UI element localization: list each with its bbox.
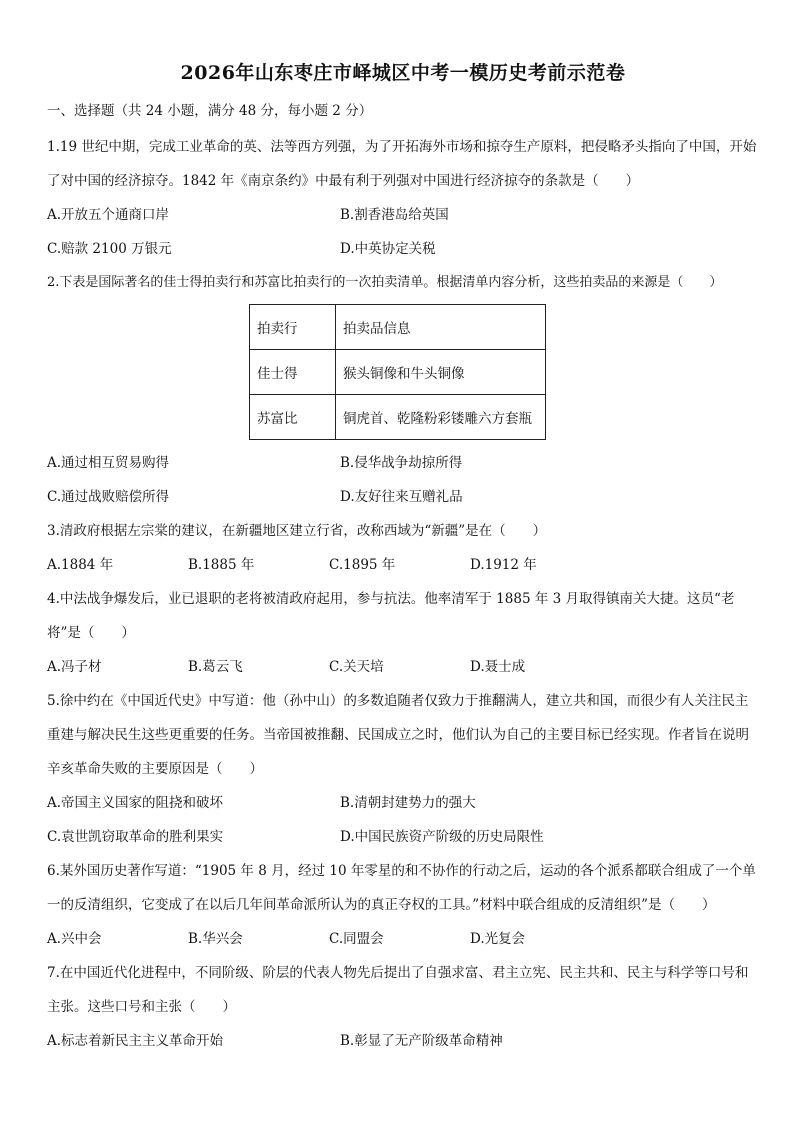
option-d: D.友好往来互赠礼品 xyxy=(340,489,463,505)
option-d: D.中国民族资产阶级的历史局限性 xyxy=(340,829,544,845)
option-a: A.开放五个通商口岸 xyxy=(47,207,170,223)
options xyxy=(47,1024,759,1058)
options xyxy=(47,650,759,684)
option-c: C.关天培 xyxy=(329,659,384,675)
table-cell: 佳士得 xyxy=(250,350,336,395)
exam-title: 2026年山东枣庄市峄城区中考一模历史考前示范卷 xyxy=(180,62,626,84)
table-header-cell: 拍卖品信息 xyxy=(336,305,546,350)
question-stem: 4.中法战争爆发后，业已退职的老将被清政府起用，参与抗法。他率清军于 1885 年 3 月取得镇南关大捷。这员“老将”是（ ） xyxy=(47,591,735,641)
table-cell: 苏富比 xyxy=(250,395,336,440)
option-d: D.中英协定关税 xyxy=(340,241,436,257)
option-b: B.清朝封建势力的强大 xyxy=(340,795,476,811)
question-1 xyxy=(47,130,759,266)
option-c: C.赔款 2100 万银元 xyxy=(47,241,172,257)
option-b: B.葛云飞 xyxy=(188,659,243,675)
question-3 xyxy=(47,514,759,582)
question-stem: 6.某外国历史著作写道：“1905 年 8 月，经过 10 年零星的和不协作的行动之后，运动的各个派系都联合组成了一个单一的反清组织，它变成了在以后几年间革命派所认为的真正夺权的工具。”材料中联合组成的反清组织”是（ ） xyxy=(47,863,756,913)
question-stem: 3.清政府根据左宗棠的建议，在新疆地区建立行省，改称西域为“新疆”是在（ ） xyxy=(47,523,547,539)
option-a: A.标志着新民主主义革命开始 xyxy=(47,1033,224,1049)
option-c: C.1895 年 xyxy=(329,557,396,573)
table-row xyxy=(250,395,546,440)
option-c: C.同盟会 xyxy=(329,931,384,947)
option-c: C.袁世凯窃取革命的胜利果实 xyxy=(47,829,224,845)
option-b: B.彰显了无产阶级革命精神 xyxy=(340,1033,503,1049)
option-b: B.割香港岛给英国 xyxy=(340,207,449,223)
option-b: B.1885 年 xyxy=(188,557,255,573)
table-cell: 铜虎首、乾隆粉彩镂雕六方套瓶 xyxy=(336,395,546,440)
option-a: A.兴中会 xyxy=(47,931,102,947)
section-heading: 一、选择题（共 24 小题，满分 48 分，每小题 2 分） xyxy=(47,103,373,119)
option-b: B.华兴会 xyxy=(188,931,243,947)
auction-table xyxy=(249,304,546,440)
option-a: A.1884 年 xyxy=(47,557,114,573)
question-2 xyxy=(47,266,759,514)
table-row xyxy=(250,350,546,395)
option-a: A.冯子材 xyxy=(47,659,102,675)
options xyxy=(47,446,759,514)
table-header-cell: 拍卖行 xyxy=(250,305,336,350)
option-d: D.聂士成 xyxy=(470,659,526,675)
question-stem: 1.19 世纪中期，完成工业革命的英、法等西方列强，为了开拓海外市场和掠夺生产原料，把侵略矛头指向了中国，开始了对中国的经济掠夺。1842 年《南京条约》中最有利于列强对中国进行经济掠夺的条款是（ ） xyxy=(47,139,757,189)
option-a: A.通过相互贸易购得 xyxy=(47,455,170,471)
question-stem: 5.徐中约在《中国近代史》中写道：他（孙中山）的多数追随者仅致力于推翻满人，建立共和国，而很少有人关注民主重建与解决民生这些更重要的任务。当帝国被推翻、民国成立之时，他们认为自己的主要目标已经实现。作者旨在说明辛亥革命失败的主要原因是（ ） xyxy=(47,693,749,777)
question-stem: 7.在中国近代化进程中，不同阶级、阶层的代表人物先后提出了自强求富、君主立宪、民主共和、民主与科学等口号和主张。这些口号和主张（ ） xyxy=(47,965,749,1015)
question-stem: 2.下表是国际著名的佳士得拍卖行和苏富比拍卖行的一次拍卖清单。根据清单内容分析，这些拍卖品的来源是（ ） xyxy=(47,275,723,290)
options xyxy=(47,198,759,266)
option-b: B.侵华战争劫掠所得 xyxy=(340,455,463,471)
table-header-row xyxy=(250,305,546,350)
exam-page xyxy=(47,58,759,1058)
option-a: A.帝国主义国家的阻挠和破坏 xyxy=(47,795,224,811)
option-d: D.1912 年 xyxy=(470,557,537,573)
question-7 xyxy=(47,956,759,1058)
options xyxy=(47,922,759,956)
options xyxy=(47,786,759,854)
option-c: C.通过战败赔偿所得 xyxy=(47,489,170,505)
question-4 xyxy=(47,582,759,684)
question-5 xyxy=(47,684,759,854)
table-cell: 猴头铜像和牛头铜像 xyxy=(336,350,546,395)
option-d: D.光复会 xyxy=(470,931,526,947)
options xyxy=(47,548,759,582)
question-6 xyxy=(47,854,759,956)
